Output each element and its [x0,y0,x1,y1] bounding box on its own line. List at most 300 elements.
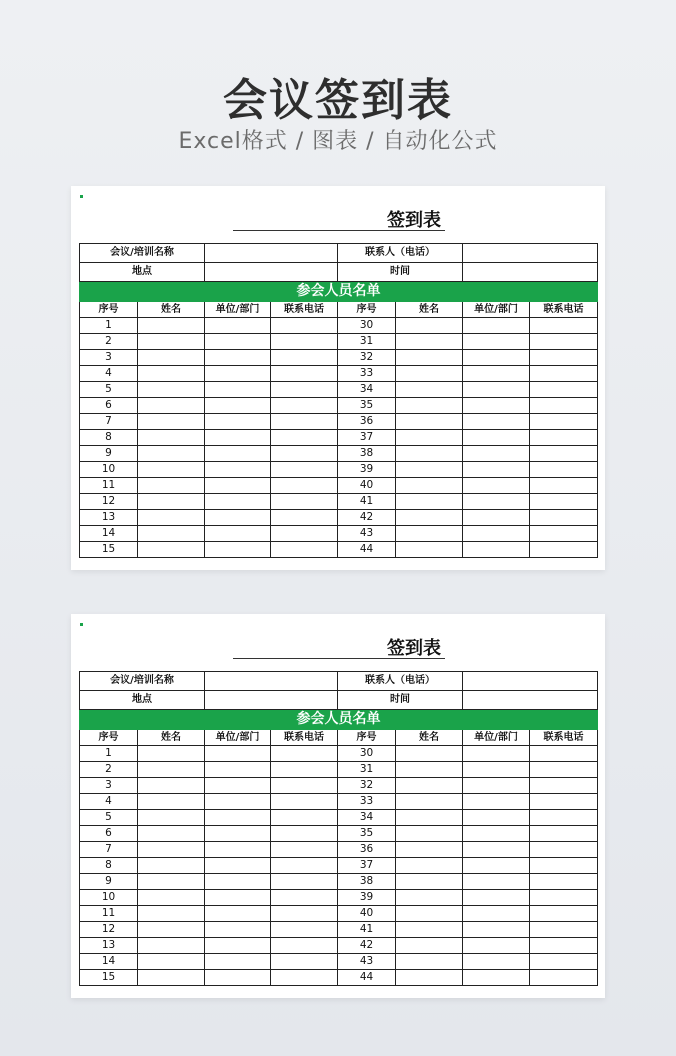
info-row-location [80,263,598,282]
entry-cell[interactable] [463,938,530,954]
row-number: 33 [338,794,396,810]
entry-cell[interactable] [463,810,530,826]
entry-cell[interactable] [530,922,598,938]
entry-cell[interactable] [530,526,598,542]
entry-cell[interactable] [396,954,463,970]
row-number: 6 [80,398,138,414]
entry-cell[interactable] [530,398,598,414]
entry-cell[interactable] [205,366,271,382]
column-header: 联系电话 [530,730,598,746]
entry-cell[interactable] [396,762,463,778]
entry-cell[interactable] [138,398,205,414]
table-row [80,826,598,842]
entry-cell[interactable] [271,938,338,954]
entry-cell[interactable] [138,382,205,398]
entry-cell[interactable] [271,794,338,810]
entry-cell[interactable] [463,510,530,526]
entry-cell[interactable] [530,494,598,510]
row-number: 1 [80,746,138,762]
entry-cell[interactable] [271,462,338,478]
row-number: 5 [80,382,138,398]
entry-cell[interactable] [463,778,530,794]
entry-cell[interactable] [396,478,463,494]
row-number: 9 [80,874,138,890]
entry-cell[interactable] [396,842,463,858]
entry-cell[interactable] [271,970,338,986]
sign-in-sheet-preview-1 [71,186,605,570]
entry-cell[interactable] [205,922,271,938]
row-number: 40 [338,906,396,922]
entry-cell[interactable] [205,890,271,906]
entry-cell[interactable] [530,794,598,810]
entry-cell[interactable] [271,350,338,366]
row-number: 44 [338,970,396,986]
entry-cell[interactable] [205,398,271,414]
page-subtitle: Excel格式 / 图表 / 自动化公式 [178,129,498,154]
entry-cell[interactable] [463,826,530,842]
entry-cell[interactable] [271,510,338,526]
column-header: 姓名 [396,730,463,746]
entry-cell[interactable] [205,938,271,954]
entry-cell[interactable] [138,778,205,794]
table-row [80,318,598,334]
meeting-name-label: 会议/培训名称 [80,244,205,263]
entry-cell[interactable] [530,462,598,478]
entry-cell[interactable] [138,970,205,986]
sign-in-table [79,671,598,986]
entry-cell[interactable] [271,318,338,334]
row-number: 41 [338,922,396,938]
row-number: 14 [80,526,138,542]
column-header: 联系电话 [271,730,338,746]
entry-cell[interactable] [463,542,530,558]
row-number: 38 [338,874,396,890]
entry-cell[interactable] [463,922,530,938]
sheet-title [233,636,445,659]
entry-cell[interactable] [138,954,205,970]
table-row [80,510,598,526]
row-number: 12 [80,922,138,938]
entry-cell[interactable] [138,430,205,446]
entry-cell[interactable] [463,762,530,778]
meeting-name-value[interactable] [205,244,338,263]
entry-cell[interactable] [396,746,463,762]
entry-cell[interactable] [205,334,271,350]
entry-cell[interactable] [530,858,598,874]
table-row [80,778,598,794]
column-header: 姓名 [396,302,463,318]
entry-cell[interactable] [205,810,271,826]
row-number: 31 [338,334,396,350]
entry-cell[interactable] [271,414,338,430]
column-header: 单位/部门 [463,302,530,318]
column-header: 联系电话 [271,302,338,318]
row-number: 13 [80,510,138,526]
entry-cell[interactable] [271,874,338,890]
entry-cell[interactable] [463,366,530,382]
entry-cell[interactable] [138,938,205,954]
row-number: 9 [80,446,138,462]
table-row [80,794,598,810]
entry-cell[interactable] [271,762,338,778]
entry-cell[interactable] [271,478,338,494]
row-number: 5 [80,810,138,826]
entry-cell[interactable] [396,938,463,954]
entry-cell[interactable] [463,874,530,890]
entry-cell[interactable] [396,794,463,810]
entry-cell[interactable] [530,446,598,462]
row-number: 10 [80,462,138,478]
entry-cell[interactable] [138,366,205,382]
entry-cell[interactable] [205,462,271,478]
location-value[interactable] [205,263,338,282]
entry-cell[interactable] [463,430,530,446]
row-number: 42 [338,938,396,954]
row-number: 3 [80,350,138,366]
entry-cell[interactable] [205,510,271,526]
table-row [80,350,598,366]
entry-cell[interactable] [138,478,205,494]
entry-cell[interactable] [205,526,271,542]
entry-cell[interactable] [205,446,271,462]
time-value[interactable] [463,263,598,282]
entry-cell[interactable] [205,350,271,366]
entry-cell[interactable] [396,922,463,938]
table-row [80,906,598,922]
contact-label: 联系人（电话） [338,244,463,263]
entry-cell[interactable] [463,954,530,970]
row-number: 3 [80,778,138,794]
entry-cell[interactable] [463,970,530,986]
entry-cell[interactable] [138,446,205,462]
entry-cell[interactable] [530,826,598,842]
table-row [80,446,598,462]
contact-value[interactable] [463,244,598,263]
entry-cell[interactable] [138,906,205,922]
entry-cell[interactable] [138,334,205,350]
row-number: 40 [338,478,396,494]
info-row-meeting [80,244,598,263]
entry-cell[interactable] [530,938,598,954]
entry-cell[interactable] [463,350,530,366]
row-number: 2 [80,334,138,350]
attendee-rows [80,746,598,986]
entry-cell[interactable] [463,746,530,762]
page-title: 会议签到表 [223,75,453,126]
entry-cell[interactable] [205,970,271,986]
entry-cell[interactable] [530,542,598,558]
entry-cell[interactable] [271,858,338,874]
entry-cell[interactable] [271,334,338,350]
row-number: 11 [80,478,138,494]
entry-cell[interactable] [138,318,205,334]
table-row [80,382,598,398]
entry-cell[interactable] [396,462,463,478]
entry-cell[interactable] [463,494,530,510]
entry-cell[interactable] [138,762,205,778]
row-number: 41 [338,494,396,510]
entry-cell[interactable] [396,366,463,382]
row-number: 39 [338,890,396,906]
entry-cell[interactable] [205,778,271,794]
entry-cell[interactable] [463,858,530,874]
entry-cell[interactable] [463,414,530,430]
table-row [80,494,598,510]
row-number: 6 [80,826,138,842]
entry-cell[interactable] [271,746,338,762]
entry-cell[interactable] [396,970,463,986]
entry-cell[interactable] [463,906,530,922]
entry-cell[interactable] [271,542,338,558]
entry-cell[interactable] [138,350,205,366]
entry-cell[interactable] [205,906,271,922]
entry-cell[interactable] [463,334,530,350]
entry-cell[interactable] [396,890,463,906]
row-number: 30 [338,746,396,762]
entry-cell[interactable] [396,778,463,794]
entry-cell[interactable] [205,842,271,858]
row-number: 13 [80,938,138,954]
contact-value[interactable] [463,672,598,691]
row-number: 42 [338,510,396,526]
entry-cell[interactable] [530,890,598,906]
entry-cell[interactable] [530,970,598,986]
entry-cell[interactable] [138,526,205,542]
entry-cell[interactable] [463,398,530,414]
entry-cell[interactable] [396,398,463,414]
entry-cell[interactable] [463,842,530,858]
entry-cell[interactable] [463,794,530,810]
entry-cell[interactable] [396,382,463,398]
table-row [80,366,598,382]
entry-cell[interactable] [271,526,338,542]
entry-cell[interactable] [138,494,205,510]
row-number: 7 [80,414,138,430]
entry-cell[interactable] [271,810,338,826]
entry-cell[interactable] [396,334,463,350]
table-row [80,746,598,762]
entry-cell[interactable] [530,350,598,366]
entry-cell[interactable] [205,430,271,446]
entry-cell[interactable] [138,510,205,526]
row-number: 7 [80,842,138,858]
attendee-list-banner: 参会人员名单 [80,710,598,730]
entry-cell[interactable] [396,350,463,366]
entry-cell[interactable] [396,446,463,462]
sheet-title [233,208,445,231]
entry-cell[interactable] [396,510,463,526]
entry-cell[interactable] [271,382,338,398]
entry-cell[interactable] [396,494,463,510]
entry-cell[interactable] [271,922,338,938]
entry-cell[interactable] [396,826,463,842]
entry-cell[interactable] [530,874,598,890]
entry-cell[interactable] [205,478,271,494]
column-header: 联系电话 [530,302,598,318]
entry-cell[interactable] [530,810,598,826]
column-header: 序号 [338,730,396,746]
row-number: 30 [338,318,396,334]
entry-cell[interactable] [396,542,463,558]
entry-cell[interactable] [271,826,338,842]
row-number: 43 [338,526,396,542]
table-row [80,874,598,890]
row-number: 35 [338,398,396,414]
entry-cell[interactable] [530,478,598,494]
entry-cell[interactable] [530,414,598,430]
entry-cell[interactable] [205,954,271,970]
entry-cell[interactable] [530,318,598,334]
entry-cell[interactable] [271,890,338,906]
row-number: 12 [80,494,138,510]
entry-cell[interactable] [271,398,338,414]
column-header-row [80,302,598,318]
entry-cell[interactable] [271,446,338,462]
entry-cell[interactable] [138,874,205,890]
row-number: 8 [80,430,138,446]
column-header: 序号 [338,302,396,318]
row-number: 44 [338,542,396,558]
entry-cell[interactable] [138,414,205,430]
entry-cell[interactable] [530,906,598,922]
column-header: 姓名 [138,302,205,318]
entry-cell[interactable] [271,842,338,858]
time-value[interactable] [463,691,598,710]
contact-label: 联系人（电话） [338,672,463,691]
entry-cell[interactable] [396,810,463,826]
table-row [80,922,598,938]
table-row [80,762,598,778]
active-cell-marker [80,195,83,198]
time-label: 时间 [338,263,463,282]
entry-cell[interactable] [138,890,205,906]
entry-cell[interactable] [463,318,530,334]
meeting-name-label: 会议/培训名称 [80,672,205,691]
entry-cell[interactable] [530,954,598,970]
entry-cell[interactable] [463,382,530,398]
entry-cell[interactable] [530,778,598,794]
entry-cell[interactable] [530,382,598,398]
row-number: 15 [80,970,138,986]
entry-cell[interactable] [396,874,463,890]
row-number: 4 [80,366,138,382]
row-number: 14 [80,954,138,970]
entry-cell[interactable] [463,526,530,542]
sign-in-table [79,243,598,558]
location-value[interactable] [205,691,338,710]
entry-cell[interactable] [205,874,271,890]
entry-cell[interactable] [530,746,598,762]
table-row [80,890,598,906]
entry-cell[interactable] [205,382,271,398]
table-row [80,462,598,478]
entry-cell[interactable] [396,526,463,542]
entry-cell[interactable] [138,810,205,826]
entry-cell[interactable] [396,430,463,446]
entry-cell[interactable] [396,906,463,922]
entry-cell[interactable] [271,778,338,794]
entry-cell[interactable] [271,494,338,510]
info-row-meeting [80,672,598,691]
entry-cell[interactable] [271,906,338,922]
entry-cell[interactable] [205,494,271,510]
entry-cell[interactable] [271,366,338,382]
entry-cell[interactable] [205,826,271,842]
meeting-name-value[interactable] [205,672,338,691]
row-number: 15 [80,542,138,558]
sheet-title-text: 签到表 [387,210,441,231]
entry-cell[interactable] [138,746,205,762]
info-row-location [80,691,598,710]
entry-cell[interactable] [396,414,463,430]
row-number: 32 [338,350,396,366]
table-row [80,842,598,858]
table-row [80,970,598,986]
entry-cell[interactable] [530,430,598,446]
entry-cell[interactable] [138,922,205,938]
sheet-title-text: 签到表 [387,638,441,659]
row-number: 36 [338,842,396,858]
entry-cell[interactable] [205,318,271,334]
table-row [80,430,598,446]
table-row [80,478,598,494]
row-number: 37 [338,430,396,446]
time-label: 时间 [338,691,463,710]
entry-cell[interactable] [205,762,271,778]
table-row [80,542,598,558]
entry-cell[interactable] [205,794,271,810]
row-number: 37 [338,858,396,874]
entry-cell[interactable] [138,826,205,842]
row-number: 43 [338,954,396,970]
sign-in-sheet-preview-2 [71,614,605,998]
table-row [80,414,598,430]
entry-cell[interactable] [530,762,598,778]
row-number: 10 [80,890,138,906]
row-number: 39 [338,462,396,478]
row-number: 33 [338,366,396,382]
attendee-rows [80,318,598,558]
entry-cell[interactable] [396,858,463,874]
entry-cell[interactable] [463,462,530,478]
entry-cell[interactable] [205,414,271,430]
entry-cell[interactable] [530,366,598,382]
table-row [80,858,598,874]
entry-cell[interactable] [271,954,338,970]
entry-cell[interactable] [205,542,271,558]
entry-cell[interactable] [205,858,271,874]
entry-cell[interactable] [138,542,205,558]
entry-cell[interactable] [138,842,205,858]
row-number: 8 [80,858,138,874]
row-number: 32 [338,778,396,794]
entry-cell[interactable] [138,858,205,874]
entry-cell[interactable] [205,746,271,762]
entry-cell[interactable] [396,318,463,334]
entry-cell[interactable] [463,478,530,494]
entry-cell[interactable] [530,510,598,526]
row-number: 34 [338,382,396,398]
entry-cell[interactable] [463,446,530,462]
entry-cell[interactable] [138,794,205,810]
entry-cell[interactable] [530,842,598,858]
table-row [80,810,598,826]
row-number: 36 [338,414,396,430]
entry-cell[interactable] [138,462,205,478]
entry-cell[interactable] [463,890,530,906]
entry-cell[interactable] [530,334,598,350]
entry-cell[interactable] [271,430,338,446]
